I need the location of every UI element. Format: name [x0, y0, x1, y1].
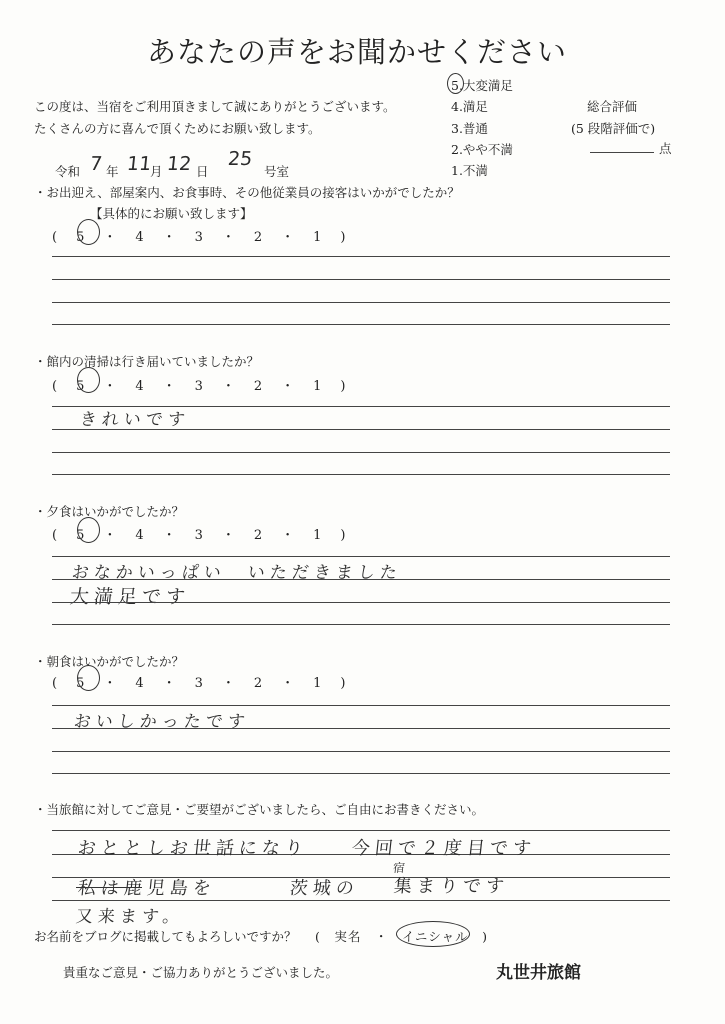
scale-4: 4.満足	[451, 99, 488, 114]
q1-question: ・お出迎え、部屋案内、お食事時、その他従業員の接客はいかがでしたか？	[34, 185, 460, 200]
scale-3: 3.普通	[451, 121, 488, 136]
overall-score-line	[590, 152, 654, 153]
q4-rule-2	[52, 728, 670, 729]
q1-rule-1	[52, 256, 670, 257]
blog-selected-circle	[396, 921, 470, 947]
blog-options: ( 実名 ・ イニシャル )	[315, 929, 489, 944]
q5-rule-4	[52, 900, 670, 901]
q1-rating: ( 5 ・ 4 ・ 3 ・ 2 ・ 1 )	[52, 230, 349, 245]
date-year-unit: 年	[106, 164, 119, 179]
scale-2: 2.やや不満	[451, 142, 513, 157]
q2-rule-2	[52, 429, 670, 430]
inn-name: 丸世井旅館	[496, 963, 581, 983]
q4-answer: おいしかったです	[72, 712, 251, 732]
q5-line-3: 又来ます。	[74, 907, 186, 927]
q4-rule-3	[52, 751, 670, 752]
q3-rule-1	[52, 556, 670, 557]
date-month: 11	[125, 153, 153, 175]
overall-sublabel: (5 段階評価で)	[571, 121, 656, 136]
scale-5-circle	[447, 73, 464, 94]
page-title: あなたの声をお聞かせください	[147, 35, 568, 69]
q4-question: ・朝食はいかがでしたか？	[34, 654, 185, 669]
q5-strikethrough	[76, 887, 142, 888]
q4-rule-1	[52, 705, 670, 706]
q1-note: 【具体的にお願い致します】	[90, 206, 253, 221]
q2-answer: きれいです	[78, 410, 191, 430]
q2-rule-1	[52, 406, 670, 407]
date-era: 令和	[55, 164, 81, 179]
q3-rule-4	[52, 624, 670, 625]
q1-rule-2	[52, 279, 670, 280]
room-number: 25	[226, 148, 254, 170]
q5-line-1b: 今回で２度目です	[350, 838, 537, 859]
q5-line-1a: おととしお世話になり	[76, 838, 309, 859]
q3-rule-3	[52, 602, 670, 603]
intro-line-2: たくさんの方に喜んで頂くためにお願い致します。	[34, 121, 321, 136]
date-month-unit: 月	[150, 164, 163, 179]
q3-selected-circle	[77, 517, 100, 543]
q3-answer-line-2: 大満足です	[68, 586, 192, 608]
q2-rule-4	[52, 474, 670, 475]
q3-rule-2	[52, 579, 670, 580]
q1-rule-3	[52, 302, 670, 303]
overall-label: 総合評価	[587, 99, 638, 114]
q3-rating: ( 5 ・ 4 ・ 3 ・ 2 ・ 1 )	[52, 528, 349, 543]
q3-answer-line-1: おなかいっぱい いただきました	[70, 563, 403, 583]
date-day: 12	[165, 153, 193, 175]
date-year: 7	[88, 153, 104, 175]
q1-selected-circle	[77, 219, 100, 245]
q4-rating: ( 5 ・ 4 ・ 3 ・ 2 ・ 1 )	[52, 676, 349, 691]
q2-question: ・館内の清掃は行き届いていましたか？	[34, 354, 260, 369]
q4-rule-4	[52, 773, 670, 774]
overall-unit: 点	[659, 141, 672, 156]
q2-rule-3	[52, 452, 670, 453]
q5-line-2a: 私は鹿児島を	[76, 878, 217, 899]
q5-line-2c: 集まりです	[392, 876, 510, 897]
q2-selected-circle	[77, 367, 100, 393]
date-day-unit: 日	[196, 164, 209, 179]
room-unit: 号室	[264, 164, 290, 179]
q2-rating: ( 5 ・ 4 ・ 3 ・ 2 ・ 1 )	[52, 379, 349, 394]
q3-question: ・夕食はいかがでしたか？	[34, 504, 185, 519]
scale-5: 5.大変満足	[451, 78, 513, 93]
q4-selected-circle	[77, 665, 100, 691]
q5-question: ・当旅館に対してご意見・ご要望がございましたら、ご自由にお書きください。	[34, 802, 485, 817]
q5-line-2-insert: 宿	[392, 861, 406, 875]
footer-thanks: 貴重なご意見・ご協力ありがとうございました。	[63, 965, 339, 980]
q5-line-2b: 茨城の	[288, 878, 360, 899]
q1-rule-4	[52, 324, 670, 325]
q5-rule-1	[52, 830, 670, 831]
blog-question: お名前をブログに掲載してもよろしいですか？	[34, 929, 297, 944]
intro-line-1: この度は、当宿をご利用頂きまして誠にありがとうございます。	[34, 99, 396, 114]
scale-1: 1.不満	[451, 163, 488, 178]
